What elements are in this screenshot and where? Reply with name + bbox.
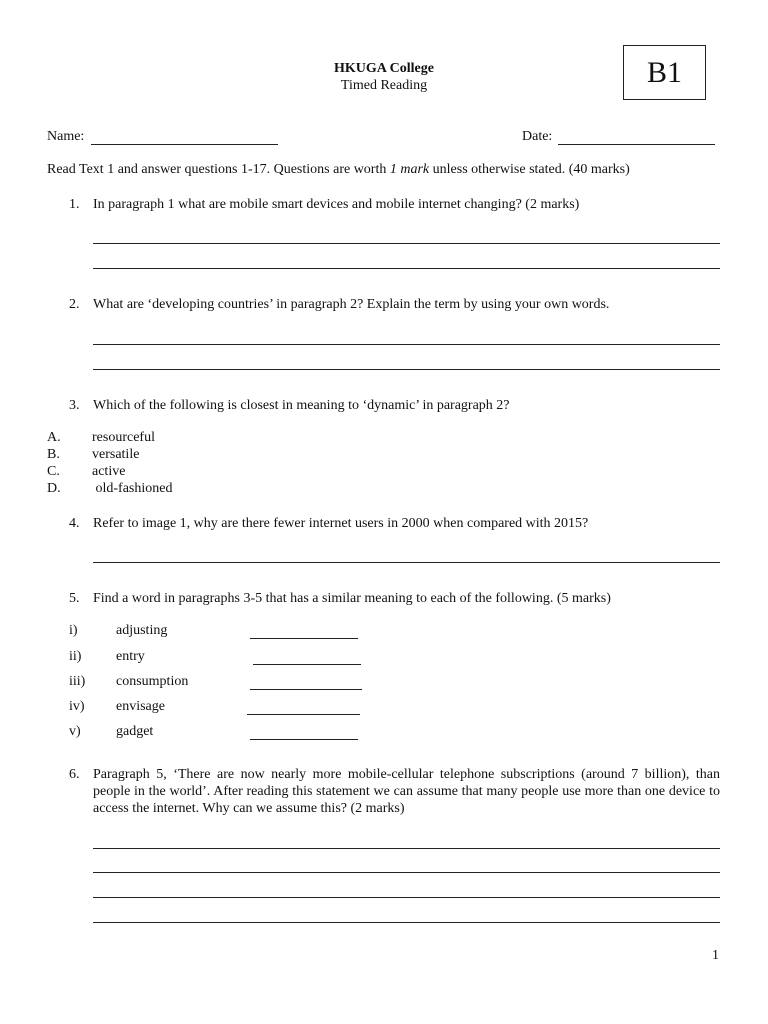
date-label: Date:: [522, 129, 553, 144]
question-number: 5.: [69, 591, 80, 606]
vocab-item-iv: [0, 699, 400, 719]
question-number: 4.: [69, 516, 80, 531]
option-letter: D.: [47, 481, 61, 496]
question-text: In paragraph 1 what are mobile smart devices and mobile internet changing? (2 marks): [93, 197, 580, 212]
answer-line[interactable]: [93, 848, 720, 849]
paper-code-box: [623, 45, 706, 100]
option-letter: C.: [47, 464, 60, 479]
option-letter: A.: [47, 430, 61, 445]
vocab-word: envisage: [116, 699, 165, 714]
vocab-item-v: [0, 724, 400, 744]
instructions: [47, 162, 630, 178]
vocab-word: adjusting: [116, 623, 168, 638]
option-text: active: [92, 464, 126, 479]
page-number: 1: [712, 948, 719, 963]
question-text: Which of the following is closest in meaning to ‘dynamic’ in paragraph 2?: [93, 398, 510, 413]
vocab-number: v): [69, 724, 81, 739]
question-text: What are ‘developing countries’ in paragraph 2? Explain the term by using your own words.: [93, 297, 610, 312]
school-name: HKUGA College: [334, 61, 434, 76]
vocab-answer-line[interactable]: [253, 664, 361, 665]
option-letter: B.: [47, 447, 60, 462]
name-label: Name:: [47, 129, 85, 144]
question-text: Find a word in paragraphs 3-5 that has a similar meaning to each of the following. (5 marks): [93, 591, 611, 606]
option-text: old-fashioned: [92, 481, 173, 496]
vocab-item-ii: [0, 649, 400, 669]
option-b[interactable]: [0, 447, 300, 464]
option-a[interactable]: [0, 430, 300, 447]
answer-line[interactable]: [93, 344, 720, 345]
option-text: versatile: [92, 447, 140, 462]
vocab-answer-line[interactable]: [250, 689, 362, 690]
question-number: 6.: [69, 767, 80, 782]
vocab-word: gadget: [116, 724, 154, 739]
answer-line[interactable]: [93, 562, 720, 563]
instructions-emphasis: 1 mark: [389, 162, 430, 177]
paper-code: B1: [646, 55, 682, 89]
question-text: Paragraph 5, ‘There are now nearly more mobile-cellular telephone subscriptions (around 7 billion), than people in the world’. After reading this statement we can assume that many people use more than one device to access the internet. Why can we assume this? (2 marks): [93, 767, 720, 816]
answer-line[interactable]: [93, 872, 720, 873]
vocab-answer-line[interactable]: [247, 714, 360, 715]
vocab-item-iii: [0, 674, 400, 694]
option-text: resourceful: [92, 430, 155, 445]
option-d[interactable]: [0, 481, 300, 498]
question-6: [47, 766, 720, 817]
vocab-number: iii): [69, 674, 86, 689]
date-field[interactable]: [558, 144, 715, 145]
answer-line[interactable]: [93, 897, 720, 898]
document-subtitle: Timed Reading: [340, 78, 428, 93]
answer-line[interactable]: [93, 268, 720, 269]
vocab-word: entry: [116, 649, 145, 664]
answer-line[interactable]: [93, 243, 720, 244]
vocab-word: consumption: [116, 674, 189, 689]
vocab-item-i: [0, 623, 400, 643]
name-field[interactable]: [91, 144, 278, 145]
instructions-text: Read Text 1 and answer questions 1-17. Questions are worth: [47, 162, 390, 177]
option-c[interactable]: [0, 464, 300, 481]
question-number: 3.: [69, 398, 80, 413]
question-text: Refer to image 1, why are there fewer internet users in 2000 when compared with 2015?: [93, 516, 589, 531]
answer-line[interactable]: [93, 369, 720, 370]
instructions-text-end: unless otherwise stated. (40 marks): [429, 162, 630, 177]
vocab-answer-line[interactable]: [250, 739, 358, 740]
vocab-number: ii): [69, 649, 82, 664]
vocab-number: i): [69, 623, 78, 638]
vocab-number: iv): [69, 699, 85, 714]
vocab-answer-line[interactable]: [250, 638, 358, 639]
question-number: 1.: [69, 197, 80, 212]
answer-line[interactable]: [93, 922, 720, 923]
question-number: 2.: [69, 297, 80, 312]
